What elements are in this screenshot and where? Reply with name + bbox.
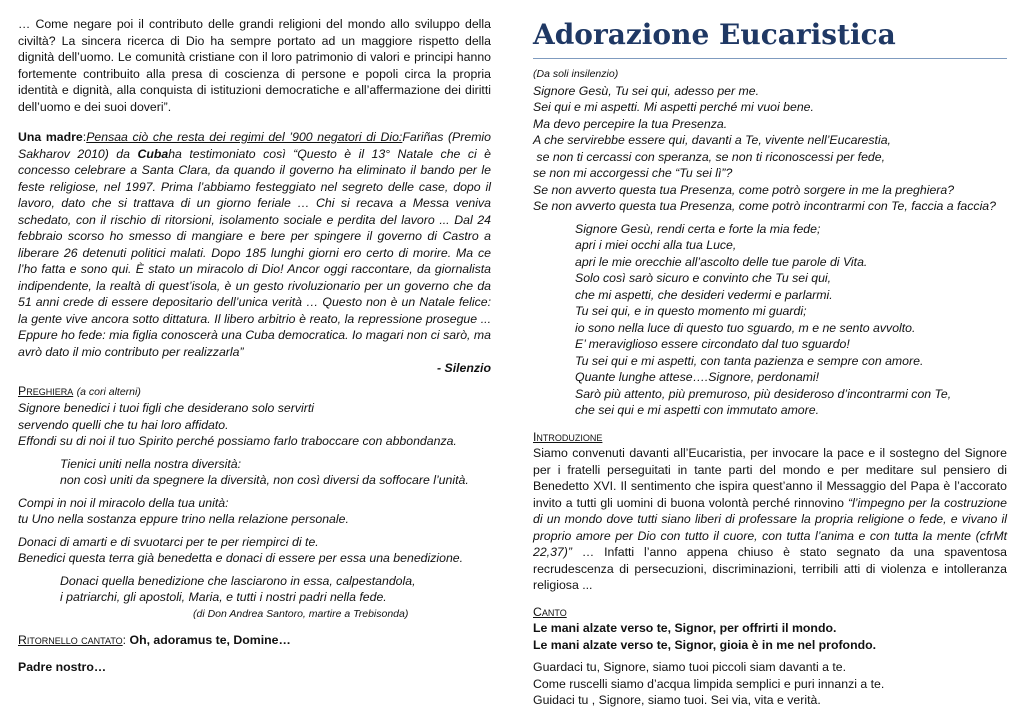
song-line: Guidaci tu , Signore, siamo tuoi. Sei via, vita e verità. <box>533 693 821 707</box>
prayer-block-4 <box>18 534 491 567</box>
intro-text-2: … Infatti l’anno appena chiuso è stato segnato da una spaventosa recrudescenza di persecuzioni, discriminazioni, terribili atti di violenza e intolleranza religiosa ... <box>533 545 1007 592</box>
stanza-line: apri le mie orecchie all’ascolto delle tue parole di Vita. <box>575 254 868 269</box>
prayer-line: tu Uno nella sostanza eppure trino nella relazione personale. <box>18 512 349 526</box>
prayer-line: Signore benedici i tuoi figli che desiderano solo servirti <box>18 401 314 415</box>
song-verse <box>533 659 1007 709</box>
stanza-line: io sono nella luce di questo tuo sguardo, m e ne sento avvolto. <box>575 320 916 335</box>
silence-note: (Da soli insilenzio) <box>533 68 619 80</box>
intro-quote: “l’impegno per la costruzione di un mondo dove tutti siano liberi di professare la propria religione o fede, e vivano il proprio amore per Dio con tutto il cuore, con tutta l’anima e con tutta la mente (cfrMt 22,37)” <box>533 495 1007 559</box>
stanza-line: Tu sei qui, e in questo momento mi guardi; <box>575 304 807 318</box>
stanza-line: Tu sei qui e mi aspetti, con tanta pazienza e sempre con amore. <box>575 353 924 368</box>
mother-name: Fariñas (Premio Sakharov 2010) da <box>18 130 492 161</box>
stanza-line: Solo così sarò sicuro e convinto che Tu sei qui, <box>575 271 832 285</box>
stanza-line: Signore Gesù, Tu sei qui, adesso per me. <box>533 83 760 98</box>
refrain-heading: Ritornello cantato <box>18 633 123 647</box>
prayer-line: Effondi su di noi il tuo Spirito perché possiamo farlo traboccare con abbondanza. <box>18 434 457 448</box>
our-father: Padre nostro… <box>18 659 107 674</box>
stanza-line: Se non avverto questa tua Presenza, come potrò incontrarmi con Te, faccia a faccia? <box>533 199 996 213</box>
song-line: Le mani alzate verso te, Signor, per offrirti il mondo. <box>533 621 837 635</box>
prayer-line: non così uniti da spegnere la diversità, non così diversi da soffocare l’unità. <box>60 473 469 487</box>
intro-text-1: Siamo convenuti davanti all’Eucaristia, per invocare la pace e il sostegno del Signore per i fratelli perseguitati in tante parti del mondo e per meditare sul pensiero di Benedetto XVI. Il sentimento che ispira quest’anno il Messaggio del Papa è l’accorato invito a tutti gli uomini di buona volontà perché rinnovino <box>533 446 1007 510</box>
prayer-line: i patriarchi, gli apostoli, Maria, e tutti i nostri padri nella fede. <box>60 590 387 604</box>
stanza-line: E’ meraviglioso essere circondato dal tuo sguardo! <box>575 337 850 351</box>
mother-text: ha testimoniato così “Questo è il 13° Natale che ci è concesso celebrare a Santa Clara, da quando il governo ha eliminato il bando per le feste religiose, nel 1997. Prima l’abbiamo festeggiato nel segreto delle case, dopo il lavoro, dato che si trattava di un giorno feriale … Chi si recava a Messa veniva schedato, con il rischio di ritorsioni, isolamento sociale e perdita del lavoro ... Dal 24 febbraio scorso ho smesso di mangiare e bere per spingere il governo di Castro a liberare 26 detenuti politici malati. Dopo 185 lunghi giorni ero certo di morire. Ma ce l’ho fatta e sono qui. È stato un miracolo di Dio! Ancor oggi raccontare, da giornalista indipendente, la realtà di quest’isola, è un gesto rivoluzionario per un governo che da 51 anni crede di essere depositario dell’unica verità … Questo non è un Natale felice: la gente vive ancora sotto dittatura. Il libero arbitrio è reato, la repressione prosegue ... Eppure ho fede: mia figlia conoscerà una Cuba democratica. Io magari non ci sarò, ma avrò dato il mio contributo per realizzarla” <box>18 146 492 359</box>
right-column <box>533 0 1007 709</box>
stanza-2 <box>533 221 1007 419</box>
song-refrain <box>533 620 1007 653</box>
stanza-line: Sarò più attento, più premuroso, più desideroso d’incontrarmi con Te, <box>575 386 952 401</box>
song-heading: Canto <box>533 604 567 619</box>
page-title: Adorazione Eucaristica <box>533 0 1007 59</box>
prayer-note: (a cori alterni) <box>76 385 141 398</box>
stanza-line: A che servirebbe essere qui, davanti a Te, vivente nell’Eucarestia, <box>533 133 891 147</box>
intro-text <box>533 445 1007 594</box>
prayer-heading: Preghiera <box>18 383 74 398</box>
left-column <box>18 0 491 675</box>
stanza-line: Signore Gesù, rendi certa e forte la mia fede; <box>575 221 821 236</box>
prayer-line: servendo quelli che tu hai loro affidato. <box>18 417 229 432</box>
stanza-line: Ma devo percepire la tua Presenza. <box>533 116 728 131</box>
song-line: Le mani alzate verso te, Signor, gioia è in me nel profondo. <box>533 637 877 652</box>
prayer-line: Donaci quella benedizione che lasciarono in essa, calpestandola, <box>60 573 416 588</box>
cuba-label: Cuba <box>137 146 169 161</box>
stanza-line: Se non avverto questa tua Presenza, come potrò sorgere in me la preghiera? <box>533 182 955 197</box>
stanza-line: se non mi accorgessi che “Tu sei lì”? <box>533 166 733 180</box>
intro-heading: Introduzione <box>533 429 603 444</box>
mother-link: Pensaa ciò che resta dei regimi del ’900 negatori di Dio: <box>86 130 403 144</box>
prayer-heading-line <box>18 383 491 401</box>
stanza-line: che mi aspetti, che desideri vedermi e parlarmi. <box>575 287 833 302</box>
stanza-line: Sei qui e mi aspetti. Mi aspetti perché mi vuoi bene. <box>533 100 814 114</box>
intro-paragraph: … Come negare poi il contributo delle grandi religioni del mondo allo sviluppo della civiltà? La sincera ricerca di Dio ha sempre portato ad un maggiore rispetto della dignità dell’uomo. Le comunità cristiane con il loro patrimonio di valori e principi hanno fortemente contribuito alla presa di coscienza di persone e popoli circa la propria identità e dignità, alla conquista di istituzioni democratiche e all’affermazione dei diritti dell’uomo e dei suoi doveri”. <box>18 17 491 114</box>
stanza-line: apri i miei occhi alla tua Luce, <box>575 238 737 252</box>
stanza-line: che sei qui e mi aspetti con immutato amore. <box>575 403 819 417</box>
prayer-author: (di Don Andrea Santoro, martire a Trebisonda) <box>193 607 409 620</box>
stanza-line: Quante lunghe attese….Signore, perdonami! <box>575 370 820 384</box>
silence-label: - Silenzio <box>437 361 491 375</box>
prayer-line: Donaci di amarti e di svuotarci per te per riempirci di te. <box>18 534 319 549</box>
prayer-line: Compi in noi il miracolo della tua unità: <box>18 495 229 510</box>
stanza-1 <box>533 83 1007 215</box>
refrain-text: Oh, adoramus te, Domine… <box>129 633 291 647</box>
song-line: Come ruscelli siamo d’acqua limpida semplici e puri innanzi a te. <box>533 676 885 691</box>
prayer-block-3 <box>18 495 491 528</box>
stanza-line: se non ti cercassi con speranza, se non ti riconoscessi per fede, <box>533 149 886 164</box>
prayer-block-2 <box>18 456 491 489</box>
prayer-line: Tienici uniti nella nostra diversità: <box>60 456 242 471</box>
prayer-block-1 <box>18 400 491 450</box>
mother-testimony: Una madre:Pensaa ciò che resta dei regimi del ’900 negatori di Dio:Fariñas (Premio Sakharov 2010) da Cubaha testimoniato così “Questo è il 13° Natale che ci è concesso celebrare a Santa Clara, da quando il governo ha eliminato il bando per le feste religiose, nel 1997. Prima l’abbiamo festeggiato nel segreto delle case, dopo il lavoro, dato che si trattava di un giorno feriale … Chi si recava a Messa veniva schedato, con il rischio di ritorsioni, isolamento sociale e perdita del lavoro ... Dal 24 febbraio scorso ho smesso di mangiare e bere per spingere il governo di Castro a liberare 26 detenuti politici malati. Dopo 185 lunghi giorni ero certo di morire. Ma ce l’ho fatta e sono qui. È stato un miracolo di Dio! Ancor oggi raccontare, da giornalista indipendente, la realtà di quest’isola, è un gesto rivoluzionario per un governo che da 51 anni crede di essere depositario dell’unica verità … Questo non è un Natale felice: la gente vive ancora sotto dittatura. Il libero arbitrio è reato, la repressione prosegue ... Eppure ho fede: mia figlia conoscerà una Cuba democratica. Io magari non ci sarò, ma avrò dato il mio contributo per realizzarla” <box>18 130 492 359</box>
prayer-line: Benedici questa terra già benedetta e donaci di essere per essa una benedizione. <box>18 551 464 565</box>
song-line: Guardaci tu, Signore, siamo tuoi piccoli siam davanti a te. <box>533 660 847 674</box>
prayer-block-5 <box>18 573 491 606</box>
mother-label: Una madre <box>18 130 83 144</box>
refrain-line: Ritornello cantato: Oh, adoramus te, Domine… <box>18 633 291 647</box>
